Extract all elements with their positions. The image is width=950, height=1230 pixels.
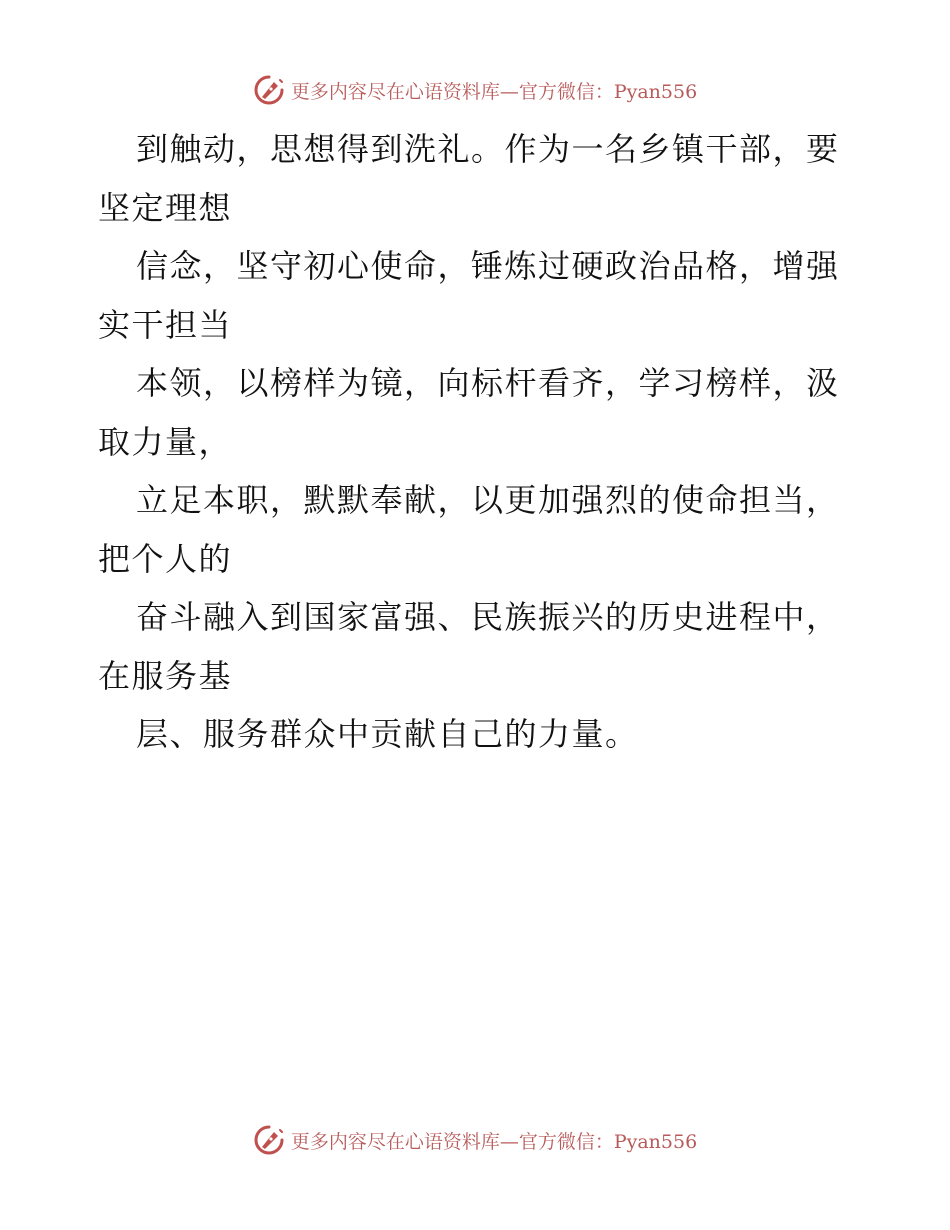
paragraph-line: 到触动，思想得到洗礼。作为一名乡镇干部，要 [136, 130, 840, 168]
header-banner [0, 70, 950, 110]
footer-banner-inner [253, 1124, 697, 1156]
paragraph-line: 层、服务群众中贡献自己的力量。 [136, 715, 639, 753]
paragraph-line: 立足本职，默默奉献，以更加强烈的使命担当， [136, 481, 840, 519]
paragraph-line: 坚定理想 [98, 188, 233, 227]
paragraph-line: 本领，以榜样为镜，向标杆看齐，学习榜样，汲 [136, 364, 840, 402]
header-banner-text: 更多内容尽在心语资料库—官方微信：Pyan556 [290, 80, 698, 103]
footer-banner [0, 1120, 950, 1160]
paragraph-line: 在服务基 [98, 656, 233, 695]
pen-nib-circle-icon [253, 1124, 285, 1156]
footer-banner-text: 更多内容尽在心语资料库—官方微信：Pyan556 [290, 1130, 698, 1153]
paragraph-line: 把个人的 [98, 539, 233, 578]
header-banner-inner [253, 74, 697, 106]
pen-nib-circle-icon [253, 74, 285, 106]
paragraph-line: 信念，坚守初心使命，锤炼过硬政治品格，增强 [136, 247, 840, 285]
paragraph-line: 实干担当 [98, 305, 233, 344]
paragraph-line: 奋斗融入到国家富强、民族振兴的历史进程中， [136, 598, 840, 636]
document-body [98, 120, 858, 764]
paragraph-line: 取力量， [98, 422, 233, 461]
